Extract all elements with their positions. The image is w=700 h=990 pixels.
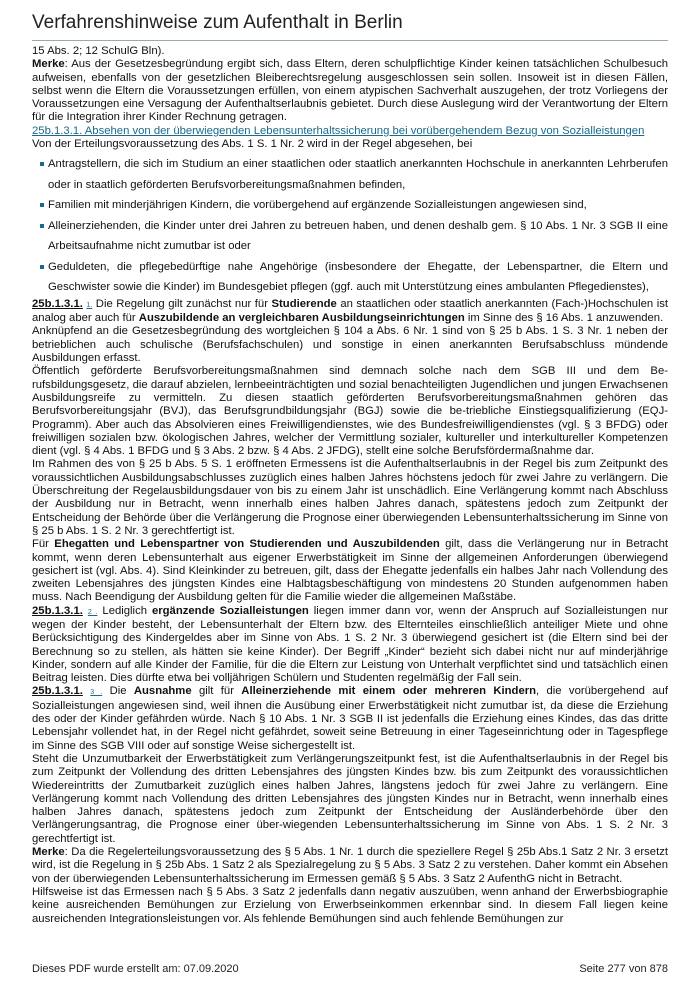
text-run: liegen immer dann vor, wenn der Anspruch auf Sozialleistungen nur wegen der Kinder besteht, der Lebensunterhalt der Eltern bzw. des Elternteiles einschließlich anteiliger Miete und ohne Berücksichtigung des Kindergeldes aber im Sinne von Abs. 1 S. 2 Nr. 3 überwiegend gesichert ist (die Eltern sind bei der Berechnung so zu stellen, als hätten sie keine Kinder). Der Begriff „Kinder“ bezieht sich dabei nicht nur auf minderjährige Kinder, sondern auf alle Kinder der Familie, für die die Eltern zur Leistung von Unterhalt verpflichtet sind und tatsächlich einen Beitrag leisten. Dies dürfte etwa bei volljährigen Schülern und Studenten regelmäßig der Fall sein. — [32, 604, 669, 685]
page-title: Verfahrenshinweise zum Aufenthalt in Berlin — [32, 11, 668, 41]
list-item: Familien mit minderjährigen Kindern, die vorübergehend auf ergänzende Sozialleistungen angewiesen sind, — [40, 195, 668, 216]
merke-text: : Da die Regelerteilungsvoraussetzung des § 5 Abs. 1 Nr. 1 durch die speziellere Regel § 25b Abs.1 Satz 2 Nr. 3 ersetzt wird, ist die Regelung in § 25b Abs. 1 Satz 2 als Spezialregelung zu § 5 Abs. 3 Satz 2 zu verstehen. Daher kommt ein Absehen von der überwiegenden Lebensunterhaltssicherung im Ermessen gemäß § 5 Abs. 3 Satz 2 AufenthG nicht in Betracht. — [32, 846, 668, 885]
numbered-paragraph-2 — [32, 605, 668, 686]
document-body — [32, 45, 668, 926]
document-page — [32, 0, 668, 926]
bullet-list — [32, 154, 668, 298]
paragraph-subnumber: 3 . — [90, 689, 103, 697]
paragraph-number: 25b.1.3.1. — [32, 297, 83, 310]
text-run: Die — [102, 685, 134, 698]
paragraph: Im Rahmen des von § 25 b Abs. 5 S. 1 eröffneten Ermessens ist die Aufenthaltserlaubnis in der Regel bis zum Zeitpunkt des voraussichtlichen Ausbildungsabschlusses zuzüglich eines halben Jahres höchstens jedoch für zwei Jahre zu verlängern. Die Überschreitung der Regelausbildungsdauer von bis zu einem Jahr ist unschädlich. Eine Verlängerung kommt nach Abschluss der Ausbildung nur in Betracht, wenn innerhalb eines halben Jahres danach, spätestens jedoch zum Zeitpunkt der Entscheidung der Behörde über die Verlängerung die Prognose einer überwiegenden Lebensunterhaltssicherung im Sinne von § 25 b Abs. 1 S. 2 Nr. 3 gerechtfertigt ist. — [32, 458, 668, 537]
page-footer — [32, 963, 668, 975]
paragraph — [32, 538, 668, 604]
paragraph-number: 25b.1.3.1. — [32, 685, 83, 698]
intro-paragraph: Von der Erteilungsvoraussetzung des Abs. 1 S. 1 Nr. 2 wird in der Regel abgesehen, bei — [32, 138, 473, 151]
list-item: Alleinerziehenden, die Kinder unter drei Jahren zu betreuen haben, und denen deshalb gem. § 10 Abs. 1 Nr. 3 SGB II eine Arbeitsaufnahme nicht zumutbar ist oder — [40, 216, 668, 257]
text-run: Lediglich — [97, 604, 152, 617]
numbered-paragraph-3 — [32, 685, 668, 752]
paragraph: Anknüpfend an die Gesetzesbegründung des wortgleichen § 104 a Abs. 6 Nr. 1 sind von § 25 b Abs. 1 S. 3 Nr. 1 neben der betrieblichen auch schulische (Berufsfachschulen) und sonstige in einen anerkannten Berufsabschluss mündende Ausbildungen erfasst. — [32, 325, 668, 365]
numbered-paragraph-1 — [32, 298, 668, 326]
text-run: Für — [32, 538, 55, 551]
paragraph-subnumber: 2 . — [87, 608, 98, 616]
merke-label: Merke — [32, 58, 65, 71]
paragraph-subnumber: 1. — [86, 301, 93, 309]
paragraph: Hilfsweise ist das Ermessen nach § 5 Abs. 3 Satz 2 jedenfalls dann negativ auszuüben, wenn anhand der Erwerbsbiographie keine ausreichenden Bemühungen zur Erzielung von Erwerbseinkommen erkennbar sind. In diesem Fall liegen keine ausreichenden Integrationsleistungen vor. Als fehlende Bemühungen sind auch fehlende Bemühungen zur — [32, 885, 668, 925]
bold-term: Ausnahme — [133, 685, 192, 698]
paragraph: Öffentlich geförderte Berufsvorbereitungsmaßnahmen sind demnach solche nach dem SGB III und dem Be-rufsbildungsgesetz, die darauf abzielen, lernbeeinträchtigten und sozial benachteiligten Jugendlichen und jungen Erwachsenen Ausbildungsreife zu vermitteln. Zu diesen staatlich geförderten Berufsvorbereitungsmaßnahmen gehören das Berufsvorbereitungsjahr (BVJ), das Berufsgrundbildungsjahr (BGJ) sowie die be-triebliche Einstiegsqualifizierung (EQJ-Programm). Aber auch das Absolvieren eines Freiwilligendienstes, wie des Bundesfreiwilligendienstes (vgl. § 3 BFDG) oder freiwilligen sozialen bzw. ökologischen Jahres, welcher der Vermittlung sozialer, kultureller und interkultureller Kompetenzen dient (vgl. § 4 Abs. 1 BFDG und § 3 Abs. 2 bzw. § 4 Abs. 2 JFDG), stellt eine solche Berufsfördermaßnahme dar. — [32, 365, 668, 458]
text-run: Die Regelung gilt zunächst nur für — [92, 297, 272, 310]
footer-page-number: Seite 277 von 878 — [579, 963, 668, 975]
text-run: , die vorübergehend auf Sozialleistungen angewiesen sind, weil ihnen die Ausübung einer Erwerbstätigkeit nicht zumutbar ist, da diese die Erziehung des oder der Kinder gefährden würde. Nach § 10 Abs. 1 Nr. 3 SGB II ist jedenfalls die Erziehung eines Kindes, das das dritte Lebensjahr vollendet hat, in der Regel nicht gefährdet, soweit seine Betreuung in einer Tageseinrichtung oder in Tagespflege im Sinne des SGB VIII oder auf sonstige Weise sichergestellt ist. — [32, 685, 668, 752]
merke-text: : Aus der Gesetzesbegründung ergibt sich, dass Eltern, deren schulpflichtige Kinder keinen tatsächlichen Schulbesuch aufweisen, ebenfalls von der gesetzlichen Bleiberechtsregelung ausgeschlossen sein sollen. Insoweit ist in diesen Fällen, selbst wenn die Eltern die Voraussetzungen erfüllen, von einem atypischen Sachverhalt auszugehen, der trotz Vorliegens der Voraussetzungen eine Versagung der Aufenthaltserlaubnis gebietet. Durch diese Auslegung wird der Verantwortung der Eltern für die Integration ihrer Kinder Rechnung getragen. — [32, 58, 668, 124]
text-run: an staatlichen oder staatlich anerkannten (Fach-)Hochschulen ist analog aber auch für — [32, 297, 668, 325]
merke-paragraph — [32, 58, 668, 124]
bold-term: Auszubildende an vergleichbaren Ausbildungseinrichtungen — [138, 312, 465, 325]
bold-term: ergänzende Sozialleistungen — [151, 604, 309, 617]
paragraph-number: 25b.1.3.1. — [32, 604, 83, 617]
text-run: gilt für — [191, 685, 242, 698]
bold-term: Studierende — [271, 297, 337, 310]
paragraph: Steht die Unzumutbarkeit der Erwerbstätigkeit zum Verlängerungszeitpunkt fest, ist die Aufenthaltserlaubnis in der Regel bis zum Zeitpunkt der Vollendung des dritten Lebensjahres des jüngsten Kindes bzw. bis zum Zeitpunkt des voraussichtlichen Wiedereintritts der Zumutbarkeit zuzüglich eines halben Jahres, längstens jedoch für zwei Jahre zu verlängern. Eine Verlängerung kommt nach Vollendung des dritten Lebensjahres des jüngsten Kindes nur in Betracht, wenn innerhalb eines halben Jahres danach, spätestens jedoch zum Zeitpunkt der Entscheidung der Ausländerbehörde über den Verlängerungsantrag, die Prognose einer über-wiegenden Lebensunterhaltssicherung im Sinne von Abs. 1 S. 2 Nr. 3 gerechtfertigt ist. — [32, 752, 668, 845]
text-run: gilt, dass die Verlängerung nur in Betracht kommt, wenn deren Lebensunterhalt aus eigener Erwerbstätigkeit im Sinne der allgemeinen Anforderungen überwiegend gesichert ist (vgl. Abs. 4). Sind Kleinkinder zu betreuen, gilt, dass der Ehegatte jedenfalls ein halbes Jahr nach Vollendung des zweiten Lebensjahres des jüngsten Kindes eine Halbtagsbeschäftigung von mindestens 20 Stunden aufgenommen haben muss. Nach Beendigung der Ausbildung gelten für die Familie wieder die allgemeinen Maßstäbe. — [32, 538, 669, 604]
text-run: im Sinne des § 16 Abs. 1 anzuwenden. — [464, 312, 664, 325]
list-item: Geduldeten, die pflegebedürftige nahe Angehörige (insbesondere der Ehegatte, der Lebenspartner, die Eltern und Geschwister sowie die Kinder) im Bundesgebiet pflegen (ggf. auch mit Unterstützung eines ambulanten Pflegedienstes), — [40, 257, 668, 298]
bold-term: Alleinerziehende mit einem oder mehreren Kindern — [241, 685, 537, 698]
section-heading: 25b.1.3.1. Absehen von der überwiegenden Lebensunterhaltssicherung bei vorübergehendem Bezug von Sozialleistungen — [32, 124, 645, 137]
list-item: Antragstellern, die sich im Studium an einer staatlichen oder staatlich anerkannten Hochschule in anerkannten Lehrberufen oder in staatlich geförderten Berufsvorbereitungsmaßnahmen befinden, — [40, 154, 668, 195]
footer-created-date: Dieses PDF wurde erstellt am: 07.09.2020 — [32, 963, 239, 975]
paragraph: 15 Abs. 2; 12 SchulG Bln). — [32, 45, 165, 57]
merke-label: Merke — [32, 846, 65, 859]
bold-term: Ehegatten und Lebenspartner von Studierenden und Auszubildenden — [54, 538, 440, 551]
merke-paragraph — [32, 846, 668, 886]
